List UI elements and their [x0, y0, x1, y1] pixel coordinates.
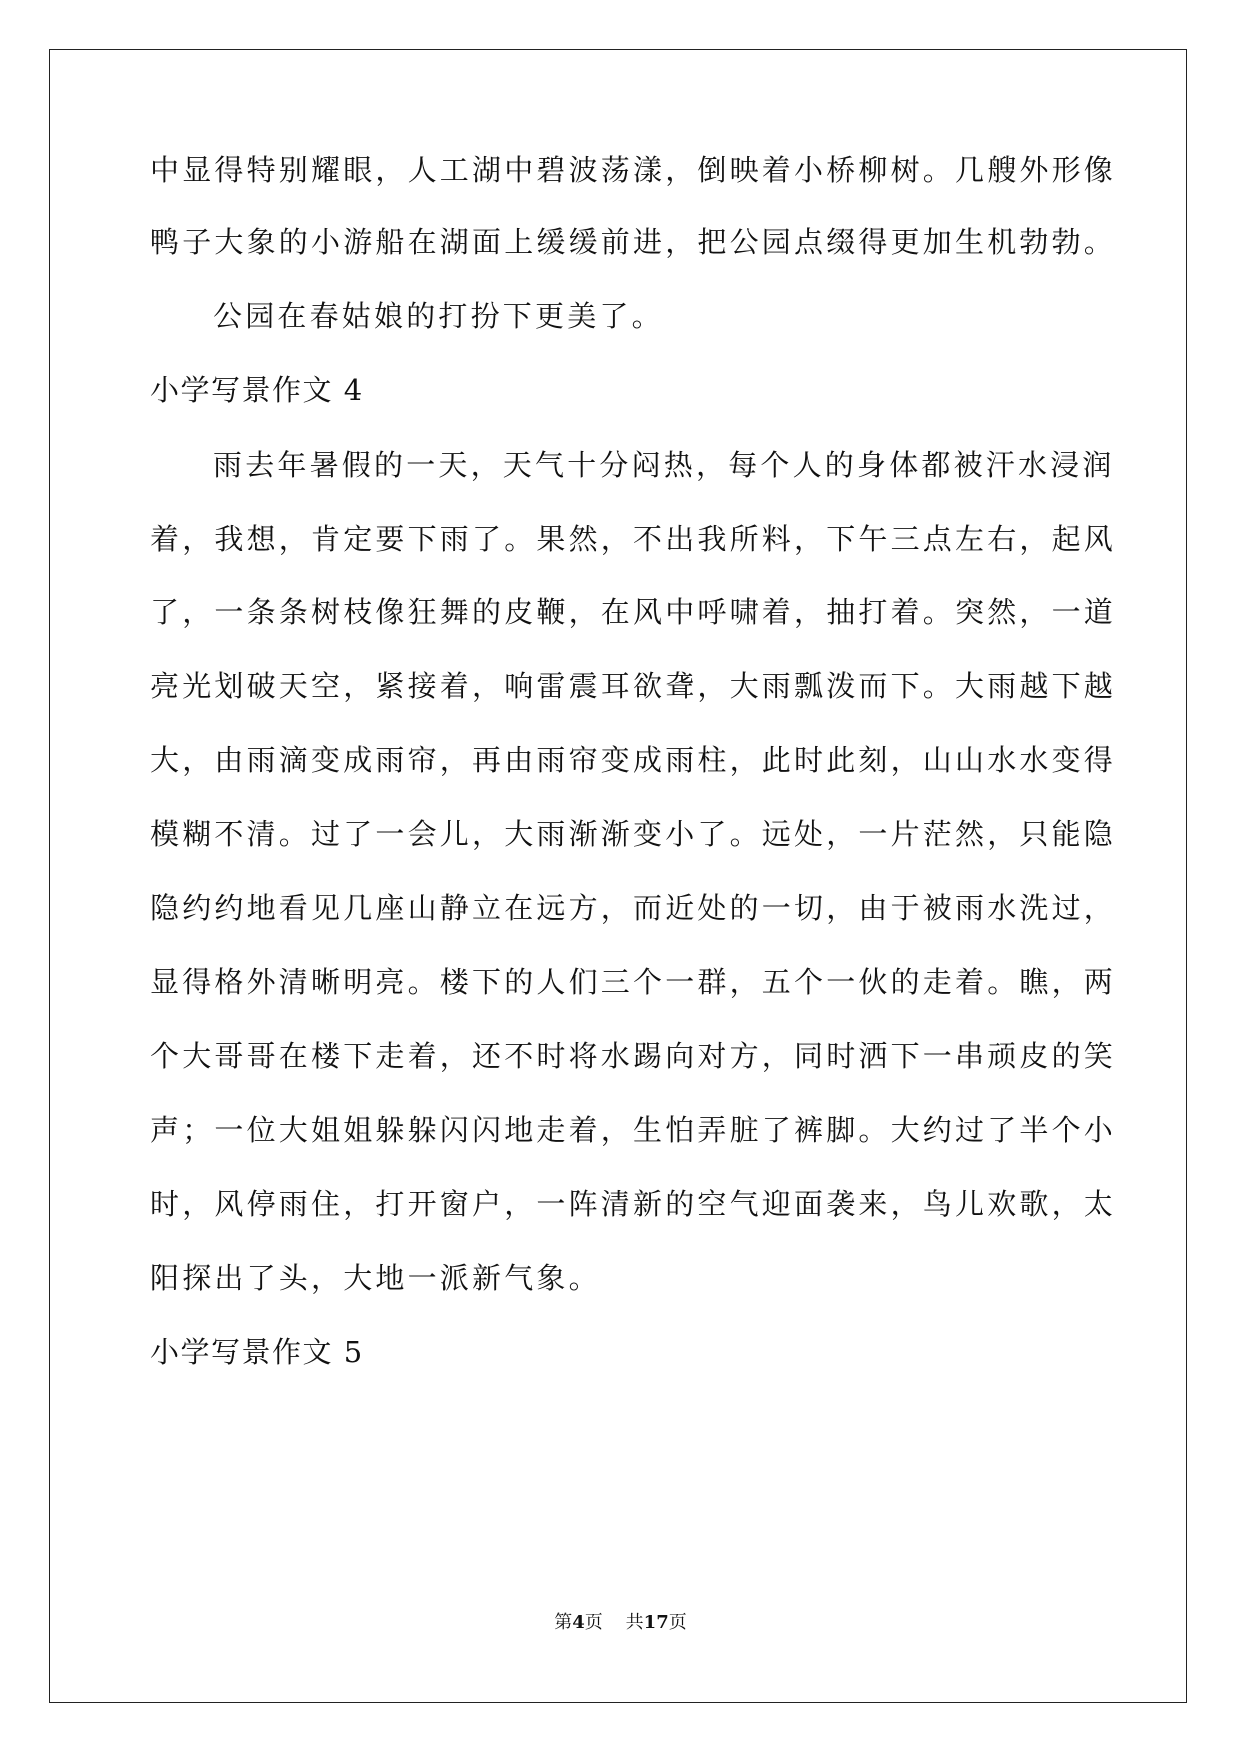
paragraph-line: 了，一条条树枝像狂舞的皮鞭，在风中呼啸着，抽打着。突然，一道 — [150, 595, 1117, 629]
paragraph-line: 显得格外清晰明亮。楼下的人们三个一群，五个一伙的走着。瞧，两 — [150, 965, 1117, 999]
page-footer — [0, 1610, 1241, 1636]
paragraph-line: 中显得特别耀眼，人工湖中碧波荡漾，倒映着小桥柳树。几艘外形像 — [150, 153, 1117, 187]
paragraph-line: 个大哥哥在楼下走着，还不时将水踢向对方，同时洒下一串顽皮的笑 — [150, 1039, 1117, 1073]
total-prefix: 共 — [625, 1612, 644, 1633]
total-suffix: 页 — [668, 1612, 687, 1633]
paragraph-line: 隐约约地看见几座山静立在远方，而近处的一切，由于被雨水洗过， — [150, 891, 1117, 925]
page-number: 4 — [572, 1612, 585, 1633]
paragraph-line: 鸭子大象的小游船在湖面上缓缓前进，把公园点缀得更加生机勃勃。 — [150, 225, 1117, 259]
section-heading: 小学写景作文 5 — [150, 1335, 364, 1369]
total-pages: 17 — [643, 1612, 669, 1633]
paragraph-line: 着，我想，肯定要下雨了。果然，不出我所料，下午三点左右，起风 — [150, 522, 1117, 556]
section-heading: 小学写景作文 4 — [150, 373, 364, 407]
paragraph-line: 模糊不清。过了一会儿，大雨渐渐变小了。远处，一片茫然，只能隐 — [150, 817, 1117, 851]
paragraph-line: 亮光划破天空，紧接着，响雷震耳欲聋，大雨瓢泼而下。大雨越下越 — [150, 669, 1117, 703]
paragraph-line: 雨去年暑假的一天，天气十分闷热，每个人的身体都被汗水浸润 — [213, 448, 1115, 482]
paragraph-line: 声；一位大姐姐躲躲闪闪地走着，生怕弄脏了裤脚。大约过了半个小 — [150, 1113, 1117, 1147]
paragraph-line: 阳探出了头，大地一派新气象。 — [150, 1261, 601, 1295]
page-suffix: 页 — [584, 1612, 603, 1633]
paragraph-line: 大，由雨滴变成雨帘，再由雨帘变成雨柱，此时此刻，山山水水变得 — [150, 743, 1117, 777]
paragraph-line: 时，风停雨住，打开窗户，一阵清新的空气迎面袭来，鸟儿欢歌，太 — [150, 1187, 1117, 1221]
paragraph-line: 公园在春姑娘的打扮下更美了。 — [213, 299, 664, 333]
page-prefix: 第 — [554, 1612, 573, 1633]
